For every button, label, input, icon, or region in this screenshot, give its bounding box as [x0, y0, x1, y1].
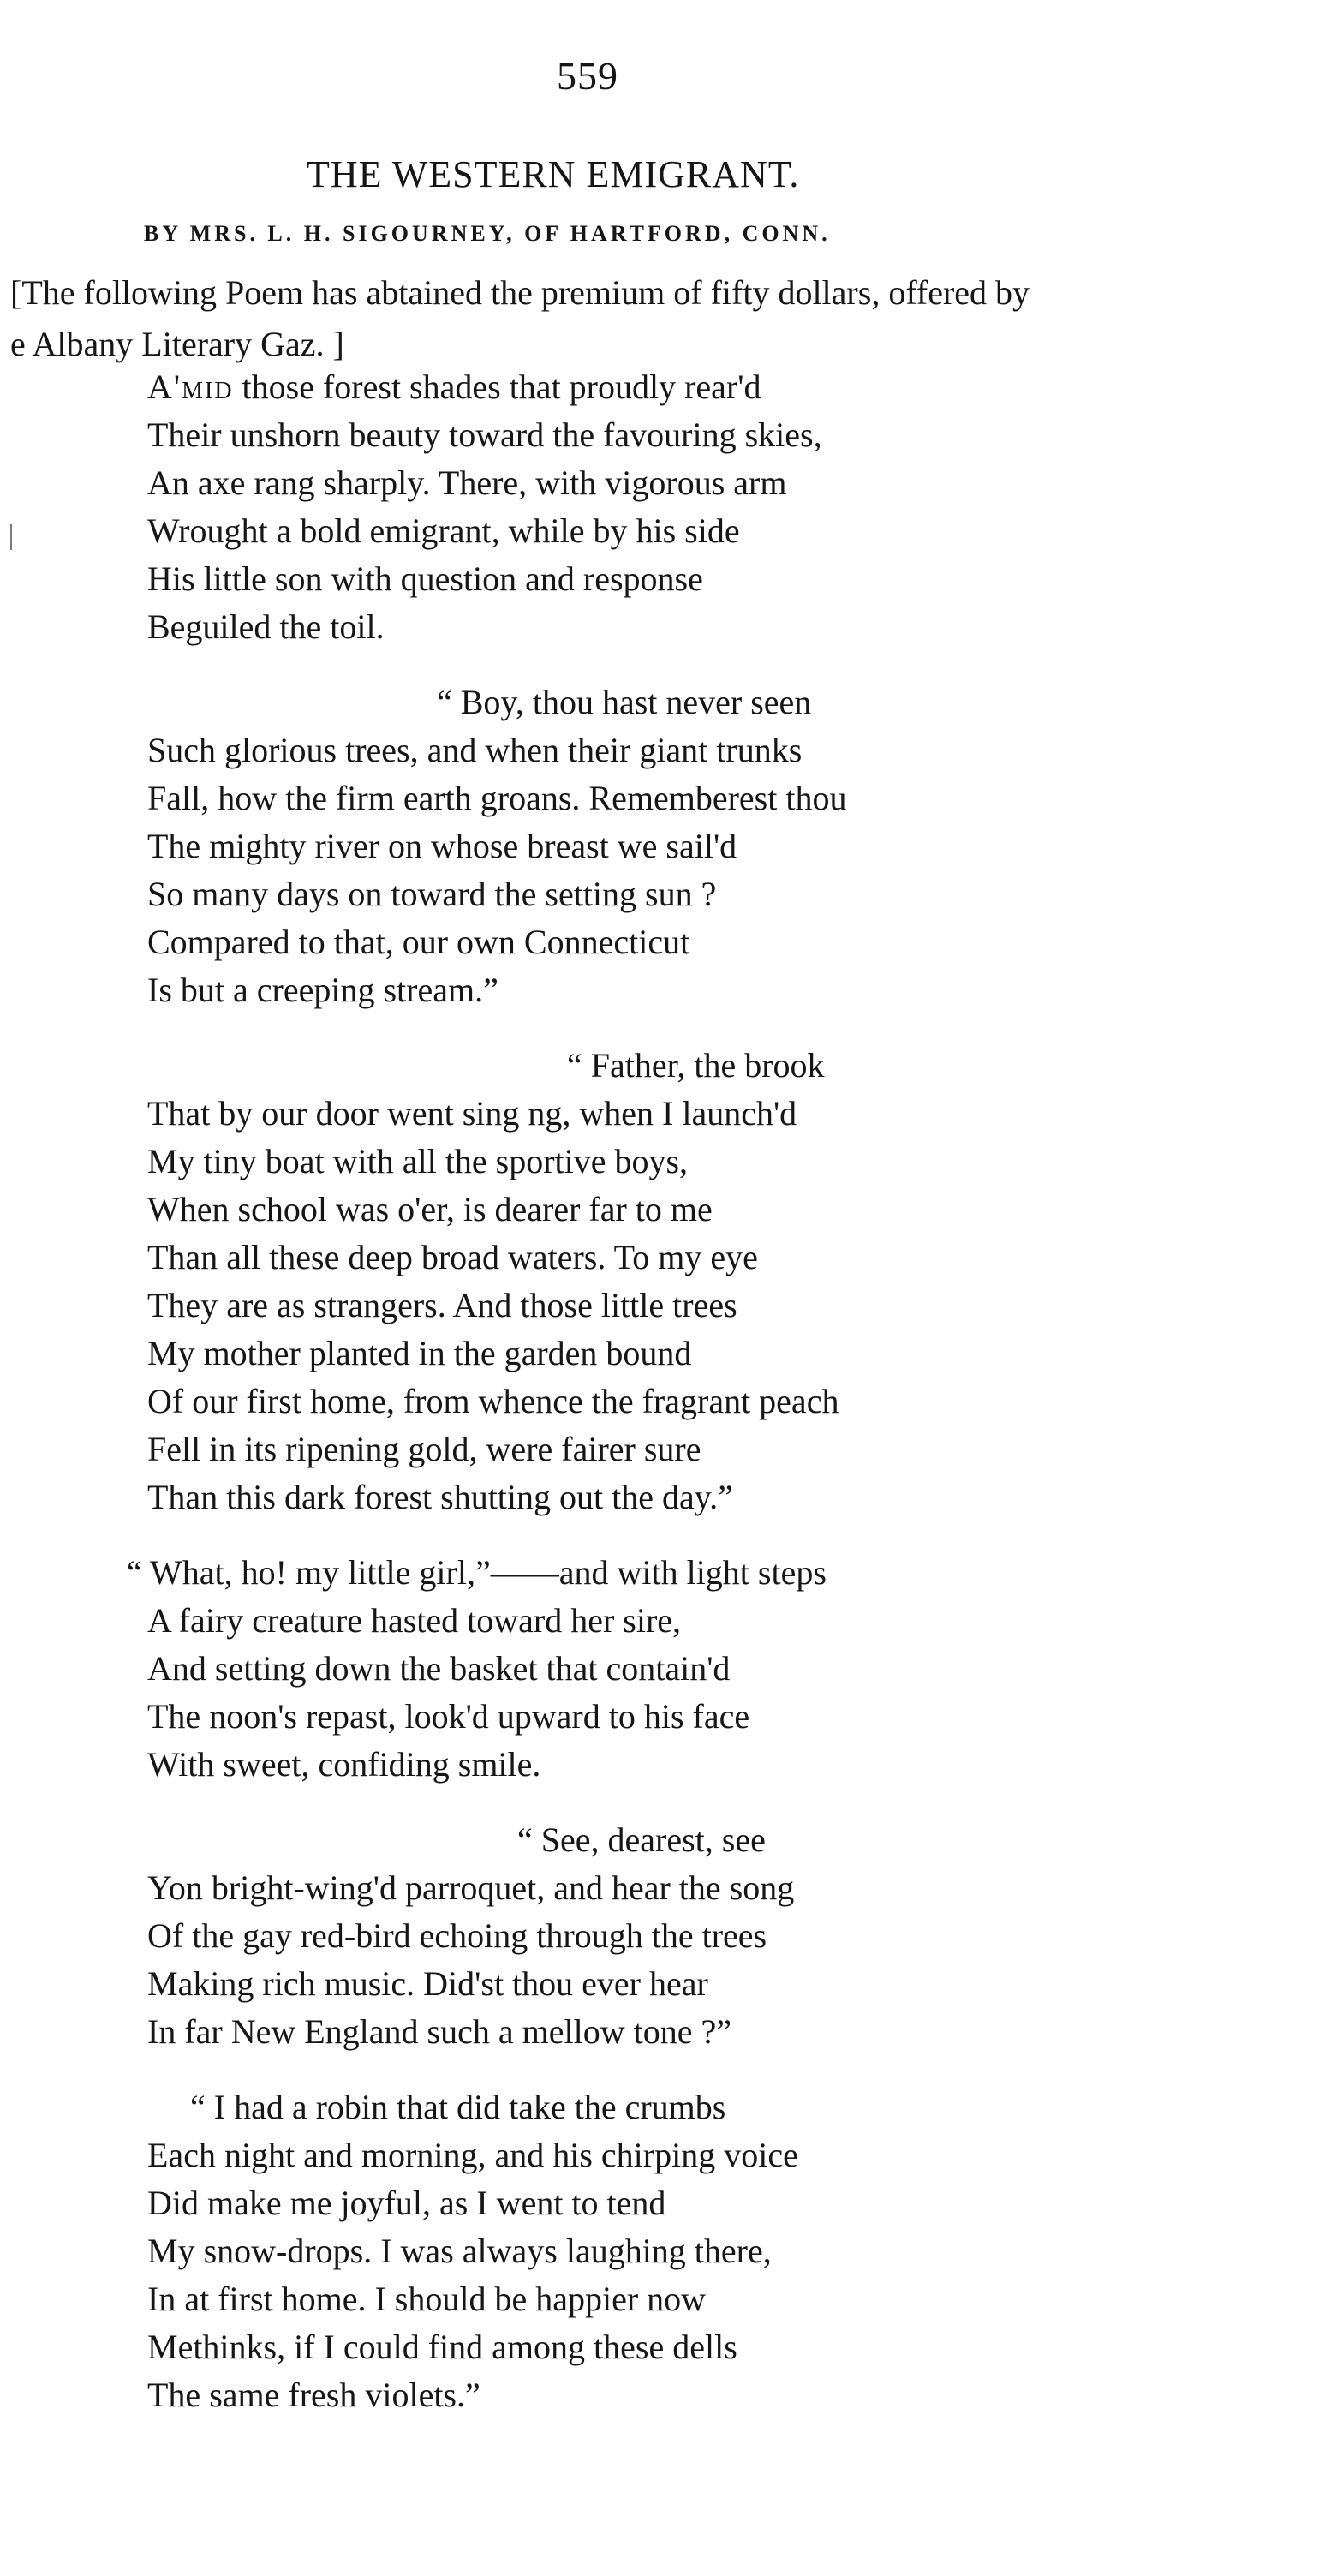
poem-line: My tiny boat with all the sportive boys,: [147, 1142, 689, 1180]
poem-line: Each night and morning, and his chirping voice: [147, 2136, 798, 2174]
page-number: 559: [557, 54, 618, 98]
poem-line: My snow-drops. I was always laughing there,: [147, 2232, 772, 2270]
poem-line: The mighty river on whose breast we sail'd: [147, 827, 737, 865]
poem-line: Wrought a bold emigrant, while by his side: [147, 511, 740, 550]
poem-line: “ See, dearest, see: [517, 1820, 766, 1859]
poem-line: Making rich music. Did'st thou ever hear: [147, 1964, 708, 2003]
poem-line: When school was o'er, is dearer far to me: [147, 1190, 713, 1228]
poem-line: In at first home. I should be happier now: [147, 2280, 707, 2318]
poem-line: An axe rang sharply. There, with vigorous arm: [147, 463, 787, 502]
poem-line: Compared to that, our own Connecticut: [147, 923, 690, 961]
poem-line: “ Father, the brook: [567, 1046, 825, 1085]
poem-line: Beguiled the toil.: [147, 607, 385, 646]
poem-line: Of our first home, from whence the fragrant peach: [147, 1382, 839, 1420]
poem-line: The same fresh violets.”: [147, 2376, 480, 2414]
poem-line: In far New England such a mellow tone ?”: [147, 2012, 731, 2051]
poem-line: That by our door went sing ng, when I launch'd: [147, 1094, 797, 1133]
poem-line: Of the gay red-bird echoing through the trees: [147, 1916, 767, 1955]
poem-line: They are as strangers. And those little trees: [147, 1286, 737, 1324]
poem-line: And setting down the basket that contain'd: [147, 1649, 731, 1688]
poem-line-text: those forest shades that proudly rear'd: [233, 368, 761, 406]
poem-line: “ What, ho! my little girl,”——and with light steps: [127, 1553, 827, 1592]
poem-line: My mother planted in the garden bound: [147, 1334, 692, 1372]
poem-line: Than all these deep broad waters. To my eye: [147, 1238, 758, 1276]
poem-line: Fall, how the firm earth groans. Rememberest thou: [147, 779, 847, 817]
poem-line: Yon bright-wing'd parroquet, and hear the song: [147, 1868, 795, 1907]
poem-line: Than this dark forest shutting out the day.”: [147, 1478, 733, 1516]
poem-line: Is but a creeping stream.”: [147, 971, 498, 1009]
editorial-note-line: [The following Poem has abtained the premium of fifty dollars, offered by: [10, 273, 1030, 312]
poem-line: A fairy creature hasted toward her sire,: [147, 1601, 682, 1640]
poem-line: “ Boy, thou hast never seen: [437, 683, 812, 721]
editorial-note-line: e Albany Literary Gaz. ]: [10, 325, 344, 363]
author-byline: BY MRS. L. H. SIGOURNEY, OF HARTFORD, CONN.: [144, 221, 831, 246]
poem-line: Such glorious trees, and when their giant trunks: [147, 731, 803, 769]
poem-line: “ I had a robin that did take the crumbs: [190, 2088, 726, 2126]
poem-line: Their unshorn beauty toward the favouring skies,: [147, 415, 822, 454]
editorial-note: [10, 267, 1295, 370]
poem-line: [147, 368, 761, 406]
drop-word: A'mid: [147, 368, 234, 406]
poem-line: His little son with question and response: [147, 559, 703, 598]
poem-line: Fell in its ripening gold, were fairer sure: [147, 1430, 701, 1468]
poem-line: The noon's repast, look'd upward to his face: [147, 1697, 750, 1736]
poem-line: With sweet, confiding smile.: [147, 1745, 541, 1784]
poem-line: So many days on toward the setting sun ?: [147, 875, 717, 913]
poem-line: Did make me joyful, as I went to tend: [147, 2184, 666, 2222]
poem-title: THE WESTERN EMIGRANT.: [307, 153, 800, 195]
poem-line: Methinks, if I could find among these dells: [147, 2328, 737, 2366]
margin-mark: [10, 524, 12, 550]
